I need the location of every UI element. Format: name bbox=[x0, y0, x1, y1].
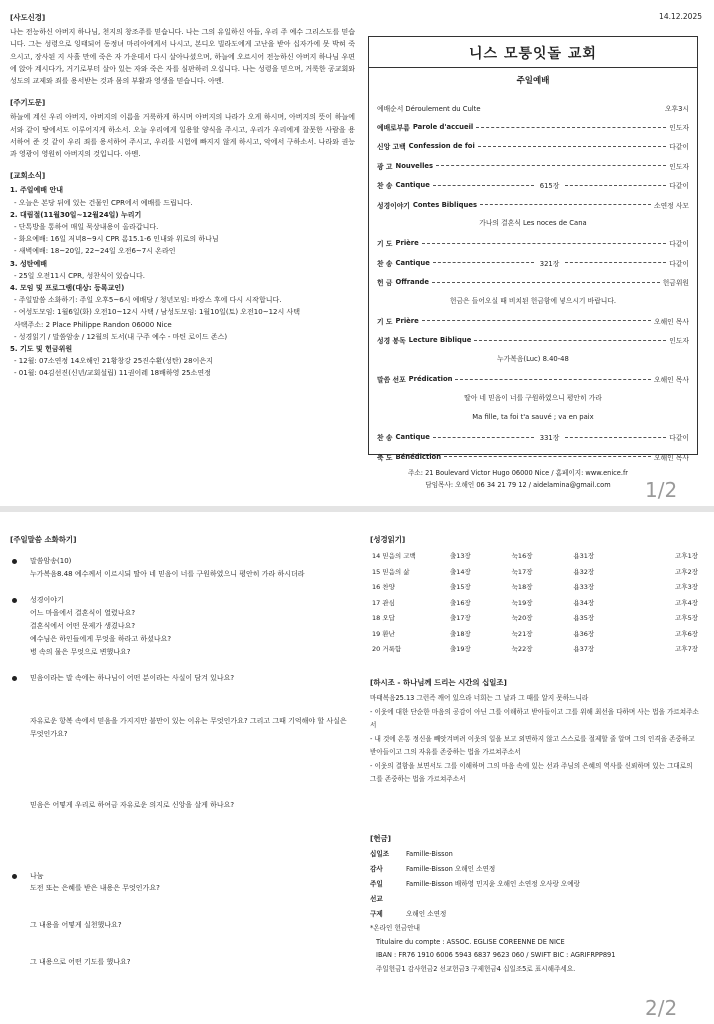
news-item-line: - 25일 오전11시 CPR, 성찬식이 있습니다. bbox=[14, 271, 146, 280]
reading-cell: 고후2장 bbox=[675, 567, 698, 576]
digest-section bbox=[10, 672, 355, 685]
page-number: 2/2 bbox=[645, 996, 678, 1020]
reading-cell: 고후3장 bbox=[675, 583, 698, 592]
news-item-heading: 4. 모임 및 프로그램(대상: 등록교인) bbox=[10, 284, 125, 293]
digest-line: 말씀암송(10) bbox=[30, 556, 72, 565]
order-french-label: Cantique bbox=[395, 258, 430, 267]
order-french-label: Contes Bibliques bbox=[412, 200, 478, 209]
order-korean-label: 헌 금 bbox=[377, 279, 393, 288]
reading-row bbox=[370, 549, 700, 565]
hymn-number: 321장 bbox=[539, 259, 560, 268]
order-korean-label: 성경이야기 bbox=[377, 201, 410, 210]
reading-cell: 욥35장 bbox=[573, 614, 595, 623]
offering-names: Famille-Bisson bbox=[406, 850, 453, 859]
reading-cell: 고후7장 bbox=[675, 645, 698, 654]
order-french-label: Bénédiction bbox=[395, 452, 442, 461]
creed-title: [사도신경] bbox=[10, 13, 46, 22]
reading-cell: 욥34장 bbox=[573, 598, 595, 607]
order-leader: 오후3시 bbox=[664, 104, 689, 113]
order-leader: 인도자 bbox=[669, 337, 689, 346]
offering-note: 주일헌금1 감사헌금2 선교헌금3 구제헌금4 십일조5로 표시해주세요. bbox=[376, 964, 576, 973]
reading-row bbox=[370, 595, 700, 611]
reading-cell: 출18장 bbox=[450, 629, 471, 638]
order-korean-label: 성경 봉독 bbox=[377, 337, 406, 346]
question-1: 자유로운 항복 속에서 믿음을 가지지만 불만이 있는 이유는 무엇인가요? 그리고 그때 기억해야 할 사실은 무엇인가요? bbox=[30, 717, 347, 738]
reading-cell: 눅17장 bbox=[511, 567, 533, 576]
creed-text: 나는 전능하신 아버지 하나님, 천지의 창조주를 믿습니다. 나는 그의 유일하신 아들, 우리 주 예수 그리스도를 믿습니다. 그는 성령으로 잉태되어 동정녀 마리아에게서 나시고, 본디오 빌라도에게 고난을 받아 십자가에 못 박혀 죽으시고, 장사된 지 사흘 만에 죽은 자 가운데서 다시 살아나셨으며, 하늘에 오르시어 전능하신 아버지 하나님 우편에 앉아 계시다가, 거기로부터 살아 있는 자와 죽은 자를 심판하러 오십니다. 나는 성령을 믿으며, 거룩한 공교회와 성도의 교제와 죄를 용서받는 것과 몸의 부활과 영생을 믿습니다. 아멘. bbox=[10, 28, 355, 86]
news-item-line: - 성경읽기 / 말씀암송 / 12월의 도서(내 구주 예수 - 마틴 로이드 존스) bbox=[14, 332, 228, 341]
reading-cell: 고후1장 bbox=[675, 552, 698, 561]
news-item-line: - 오늘은 본당 뒤에 있는 건물인 CPR에서 예배를 드립니다. bbox=[14, 198, 193, 207]
digest-line: 어느 마을에서 결혼식이 열렸나요? bbox=[30, 609, 136, 618]
news-list bbox=[10, 184, 355, 379]
bulletin-date: 14.12.2025 bbox=[659, 12, 702, 21]
dotted-leader bbox=[455, 379, 651, 380]
tithe-prayer-line: - 이웃의 결함을 보면서도 그를 이해하며 그의 마음 속에 있는 선과 주님의 은혜의 역사를 신뢰하며 있는 그대로의 그를 존중하는 법을 가르쳐주소서 bbox=[370, 761, 693, 784]
order-leader: 오해인 목사 bbox=[654, 317, 689, 326]
reading-cell: 출16장 bbox=[450, 598, 471, 607]
order-row bbox=[369, 176, 697, 195]
reading-table bbox=[370, 549, 700, 658]
offering-row bbox=[370, 862, 580, 877]
hymn-number: 331장 bbox=[539, 434, 560, 443]
tithe-prayer-line: - 이웃에 대한 단순한 마음의 공감이 아닌 그를 이해하고 받아들이고 그를 위해 최선을 다하며 사는 법을 가르쳐주소서 bbox=[370, 707, 699, 730]
dotted-leader bbox=[422, 243, 667, 244]
order-note: 가나의 결혼식 Les noces de Cana bbox=[479, 219, 587, 228]
tithe-verse: 마태복음25.13 그런즉 깨어 있으라 너희는 그 날과 그 때를 알지 못하느니라 bbox=[370, 694, 589, 703]
order-french-label: Prière bbox=[395, 316, 419, 325]
news-item-heading: 3. 성탄예배 bbox=[10, 259, 48, 268]
digest-line: 누가복음8.48 예수께서 이르시되 딸아 네 믿음이 너를 구원하였으니 평안히 가라 하시더라 bbox=[30, 569, 305, 578]
account-holder: Titulaire du compte : ASSOC. EGLISE COREENNE DE NICE bbox=[376, 937, 565, 946]
news-item-line: - 화요예배: 16일 저녁8~9시 CPR 롬15.1-6 인내와 위로의 하나님 bbox=[14, 235, 219, 244]
dotted-leader bbox=[565, 437, 666, 438]
order-leader: 다같이 bbox=[669, 259, 689, 268]
digest-section bbox=[10, 594, 355, 658]
reading-cell: 14 믿음의 고백 bbox=[372, 552, 416, 561]
bullet-icon bbox=[12, 559, 17, 564]
reading-cell: 고후6장 bbox=[675, 629, 698, 638]
order-french-label: Lecture Biblique bbox=[408, 336, 472, 345]
left-column bbox=[10, 12, 355, 390]
order-leader: 오해인 목사 bbox=[654, 453, 689, 462]
order-row bbox=[369, 137, 697, 156]
order-korean-label: 예배로부름 bbox=[377, 124, 410, 133]
prayer-text: 하늘에 계신 우리 아버지, 아버지의 이름을 거룩하게 하시며 아버지의 나라가 오게 하시며, 아버지의 뜻이 하늘에서와 같이 땅에서도 이루어지게 하소서. 오늘 우리에게 일용할 양식을 주시고, 우리가 우리에게 잘못한 사람을 용서하여 준 것 같이 우리 죄를 용서하여 주시고, 우리를 시험에 빠지지 않게 하시고, 악에서 구하소서. 나라와 권능과 영광이 영원히 아버지의 것입니다. 아멘. bbox=[10, 113, 355, 159]
reading-cell: 눅20장 bbox=[511, 614, 533, 623]
news-item-line: 사택주소: 2 Place Philippe Randon 06000 Nice bbox=[14, 320, 172, 329]
order-korean-label: 찬 송 bbox=[377, 434, 393, 443]
reading-cell: 20 거룩함 bbox=[372, 645, 402, 654]
offering-category: 주일 bbox=[370, 880, 383, 889]
order-leader: 소연정 사모 bbox=[654, 201, 689, 210]
order-leader: 다같이 bbox=[669, 182, 689, 191]
question-2: 믿음은 어떻게 우리로 하여금 자유로운 의지로 신앙을 살게 하나요? bbox=[30, 800, 235, 809]
reading-row bbox=[370, 564, 700, 580]
digest-title: [주일말씀 소화하기] bbox=[10, 535, 77, 544]
digest-line: 믿음이라는 말 속에는 하나님이 어떤 분이라는 사실이 담겨 있나요? bbox=[30, 674, 235, 683]
reading-title: [성경읽기] bbox=[370, 535, 406, 544]
reading-cell: 18 오답 bbox=[372, 614, 395, 623]
reading-cell: 욥33장 bbox=[573, 583, 595, 592]
reading-cell: 욥36장 bbox=[573, 629, 595, 638]
reading-cell: 16 찬양 bbox=[372, 583, 395, 592]
church-contact bbox=[368, 467, 668, 491]
order-note: 누가복음(Luc) 8.40-48 bbox=[497, 355, 569, 364]
offering-names: Famille-Bisson 배하영 민지윤 오해인 소연정 오사랑 오예랑 bbox=[406, 880, 581, 889]
reading-cell: 19 환난 bbox=[372, 629, 395, 638]
reading-cell: 욥31장 bbox=[573, 552, 595, 561]
order-note: 딸아 네 믿음이 너를 구원하였으니 평안히 가라 bbox=[464, 393, 602, 402]
dotted-leader bbox=[433, 262, 534, 263]
reading-cell: 15 믿음의 삶 bbox=[372, 567, 410, 576]
question-3: 그 내용을 어떻게 실천했나요? bbox=[30, 921, 122, 930]
service-title: 주일예배 bbox=[516, 76, 550, 86]
order-korean-label: 찬 송 bbox=[377, 182, 393, 191]
news-item-heading: 2. 대림절(11월30일~12월24일) 누리기 bbox=[10, 210, 142, 219]
order-leader: 헌금위원 bbox=[662, 279, 689, 288]
right-column bbox=[370, 534, 700, 976]
order-korean-label: 광 고 bbox=[377, 162, 393, 171]
order-leader: 오해인 목사 bbox=[654, 376, 689, 385]
offering-category: 십일조 bbox=[370, 850, 390, 859]
order-row bbox=[369, 369, 697, 388]
creed-section bbox=[10, 12, 355, 87]
offering-row bbox=[370, 877, 580, 892]
bullet-icon bbox=[12, 874, 17, 879]
reading-cell: 17 관심 bbox=[372, 598, 395, 607]
reading-cell: 눅22장 bbox=[511, 645, 533, 654]
reading-cell: 고후4장 bbox=[675, 598, 698, 607]
account-iban: IBAN : FR76 1910 6006 5943 6837 9623 060 / SWIFT BIC : AGRIFRPP891 bbox=[376, 951, 616, 960]
order-french-label: Parole d'accueil bbox=[412, 123, 474, 132]
news-item-heading: 5. 기도 및 헌금위원 bbox=[10, 345, 73, 354]
offering-row bbox=[370, 907, 580, 922]
order-row bbox=[369, 311, 697, 330]
order-french-label: Cantique bbox=[395, 181, 430, 190]
dotted-leader bbox=[432, 282, 660, 283]
share-question: 도전 또는 은혜를 받은 내용은 무엇인가요? bbox=[30, 884, 160, 893]
dotted-leader bbox=[444, 456, 651, 457]
digest-column bbox=[10, 534, 355, 969]
bullet-icon bbox=[12, 598, 17, 603]
digest-line: 예수님은 하인들에게 무엇을 하라고 하셨나요? bbox=[30, 634, 172, 643]
worship-order-box bbox=[368, 36, 698, 462]
order-row bbox=[369, 331, 697, 350]
order-row bbox=[369, 195, 697, 214]
page-number: 1/2 bbox=[645, 478, 678, 502]
reading-cell: 고후5장 bbox=[675, 614, 698, 623]
reading-cell: 출14장 bbox=[450, 567, 471, 576]
news-item-line: - 주일말씀 소화하기: 주일 오후5~6시 예배당 / 청년모임: 바캉스 후에 다시 시작합니다. bbox=[14, 296, 282, 305]
news-item-heading: 1. 주일예배 안내 bbox=[10, 186, 63, 195]
offering-category: 구제 bbox=[370, 910, 383, 919]
church-name: 니스 모퉁잇돌 교회 bbox=[369, 37, 697, 68]
offering-names: Famille-Bisson 오해인 소연정 bbox=[406, 865, 496, 874]
dotted-leader bbox=[433, 437, 534, 438]
order-row bbox=[369, 98, 697, 117]
share-section bbox=[10, 870, 355, 896]
reading-cell: 출19장 bbox=[450, 645, 471, 654]
bulletin-page-1 bbox=[0, 0, 714, 506]
reading-row bbox=[370, 580, 700, 596]
order-leader: 다같이 bbox=[669, 240, 689, 249]
reading-cell: 눅19장 bbox=[511, 598, 533, 607]
offering-names: 오해인 소연정 bbox=[406, 910, 447, 919]
share-title: 나눔 bbox=[30, 871, 44, 880]
order-french-label: Confession de foi bbox=[408, 142, 475, 151]
hymn-number: 615장 bbox=[539, 182, 560, 191]
order-list bbox=[369, 98, 697, 466]
news-section bbox=[10, 170, 355, 379]
reading-cell: 출15장 bbox=[450, 583, 471, 592]
pastor-contact: 담임목사: 오해인 06 34 21 79 12 / aidelamina@gmail.com bbox=[425, 481, 611, 489]
bullet-icon bbox=[12, 676, 17, 681]
reading-cell: 출13장 bbox=[450, 552, 471, 561]
dotted-leader bbox=[476, 127, 666, 128]
reading-cell: 눅18장 bbox=[511, 583, 533, 592]
online-offering-title: *온라인 헌금안내 bbox=[370, 924, 420, 933]
tithe-prayers bbox=[370, 706, 700, 787]
reading-cell: 출17장 bbox=[450, 614, 471, 623]
order-french-label: Offrande bbox=[395, 278, 430, 287]
order-french-label: 예배순서 Déroulement du Culte bbox=[377, 104, 481, 113]
order-korean-label: 말씀 선포 bbox=[377, 376, 406, 385]
order-row bbox=[369, 447, 697, 466]
order-korean-label: 기 도 bbox=[377, 317, 393, 326]
reading-cell: 눅21장 bbox=[511, 629, 533, 638]
order-note: 헌금은 들어오실 때 비치된 헌금함에 넣으시기 바랍니다. bbox=[449, 296, 617, 305]
dotted-leader bbox=[480, 204, 651, 205]
order-leader: 다같이 bbox=[669, 434, 689, 443]
order-leader: 인도자 bbox=[669, 162, 689, 171]
order-french-label: Prédication bbox=[408, 375, 453, 384]
digest-line: 병 속의 물은 무엇으로 변했나요? bbox=[30, 647, 131, 656]
offering-title: [헌금] bbox=[370, 833, 392, 843]
prayer-section bbox=[10, 97, 355, 160]
order-korean-label: 기 도 bbox=[377, 240, 393, 249]
order-leader: 인도자 bbox=[669, 124, 689, 133]
digest-line: 성경이야기 bbox=[30, 596, 64, 605]
reading-row bbox=[370, 611, 700, 627]
offering-table bbox=[370, 847, 580, 922]
order-leader: 다같이 bbox=[669, 143, 689, 152]
order-row bbox=[369, 234, 697, 253]
dotted-leader bbox=[436, 165, 666, 166]
digest-list bbox=[10, 555, 355, 685]
news-item-line: - 새벽예배: 18~20일, 22~24일 오전6~7시 온라인 bbox=[14, 247, 176, 256]
prayer-title: [주기도문] bbox=[10, 98, 46, 108]
order-row bbox=[369, 117, 697, 136]
dotted-leader bbox=[433, 185, 534, 186]
digest-line: 결혼식에서 어떤 문제가 생겼나요? bbox=[30, 621, 136, 630]
offering-category: 감사 bbox=[370, 865, 383, 874]
offering-category: 선교 bbox=[370, 895, 383, 904]
news-item-line: - 단톡방을 통하여 매일 묵상내용이 올라갑니다. bbox=[14, 223, 159, 232]
dotted-leader bbox=[565, 185, 666, 186]
dotted-leader bbox=[474, 340, 666, 341]
news-title: [교회소식] bbox=[10, 171, 46, 181]
dotted-leader bbox=[422, 320, 651, 321]
reading-cell: 눅16장 bbox=[511, 552, 533, 561]
order-row bbox=[369, 156, 697, 175]
news-item-line: - 여성도모임: 1월6일(화) 오전10~12시 사택 / 남성도모임: 1월10일(토) 오전10~12시 사택 bbox=[14, 308, 300, 317]
dotted-leader bbox=[565, 262, 666, 263]
offering-row bbox=[370, 892, 580, 907]
digest-section bbox=[10, 555, 355, 581]
reading-row bbox=[370, 626, 700, 642]
order-korean-label: 찬 송 bbox=[377, 259, 393, 268]
order-note: Ma fille, ta foi t'a sauvé ; va en paix bbox=[472, 413, 594, 422]
question-4: 그 내용으로 어떤 기도를 했나요? bbox=[30, 957, 131, 966]
news-item-line: - 12월: 07소연정 14오해인 21황창강 25진수환(성탄) 28이은지 bbox=[14, 357, 213, 366]
order-french-label: Prière bbox=[395, 239, 419, 248]
order-french-label: Nouvelles bbox=[395, 161, 434, 170]
dotted-leader bbox=[478, 146, 666, 147]
order-row bbox=[369, 273, 697, 292]
offering-row bbox=[370, 847, 580, 862]
news-item-line: - 01월: 04김선진(신년/교회설립) 11권이레 18배하영 25소연정 bbox=[14, 369, 211, 378]
church-address: 주소: 21 Boulevard Victor Hugo 06000 Nice / 홈페이지: www.enice.fr bbox=[408, 469, 628, 477]
order-korean-label: 신앙 고백 bbox=[377, 143, 406, 152]
order-french-label: Cantique bbox=[395, 433, 430, 442]
reading-row bbox=[370, 642, 700, 658]
order-korean-label: 축 도 bbox=[377, 453, 393, 462]
offering-names bbox=[406, 892, 580, 907]
reading-cell: 욥37장 bbox=[573, 645, 595, 654]
reading-cell: 욥32장 bbox=[573, 567, 595, 576]
order-row bbox=[369, 253, 697, 272]
tithe-prayer-line: - 내 것에 온통 정신을 빼앗겨버려 이웃의 일을 보고 외면하지 않고 스스로를 절제할 줄 알며 그의 인격을 존중하고 받아들이고 그의 자유를 존중하는 법을 가르쳐주소서 bbox=[370, 734, 695, 757]
bulletin-page-2 bbox=[0, 512, 714, 1024]
tithe-time-title: [하시조 - 하나님께 드리는 시간의 십일조] bbox=[370, 678, 507, 688]
order-row bbox=[369, 428, 697, 447]
